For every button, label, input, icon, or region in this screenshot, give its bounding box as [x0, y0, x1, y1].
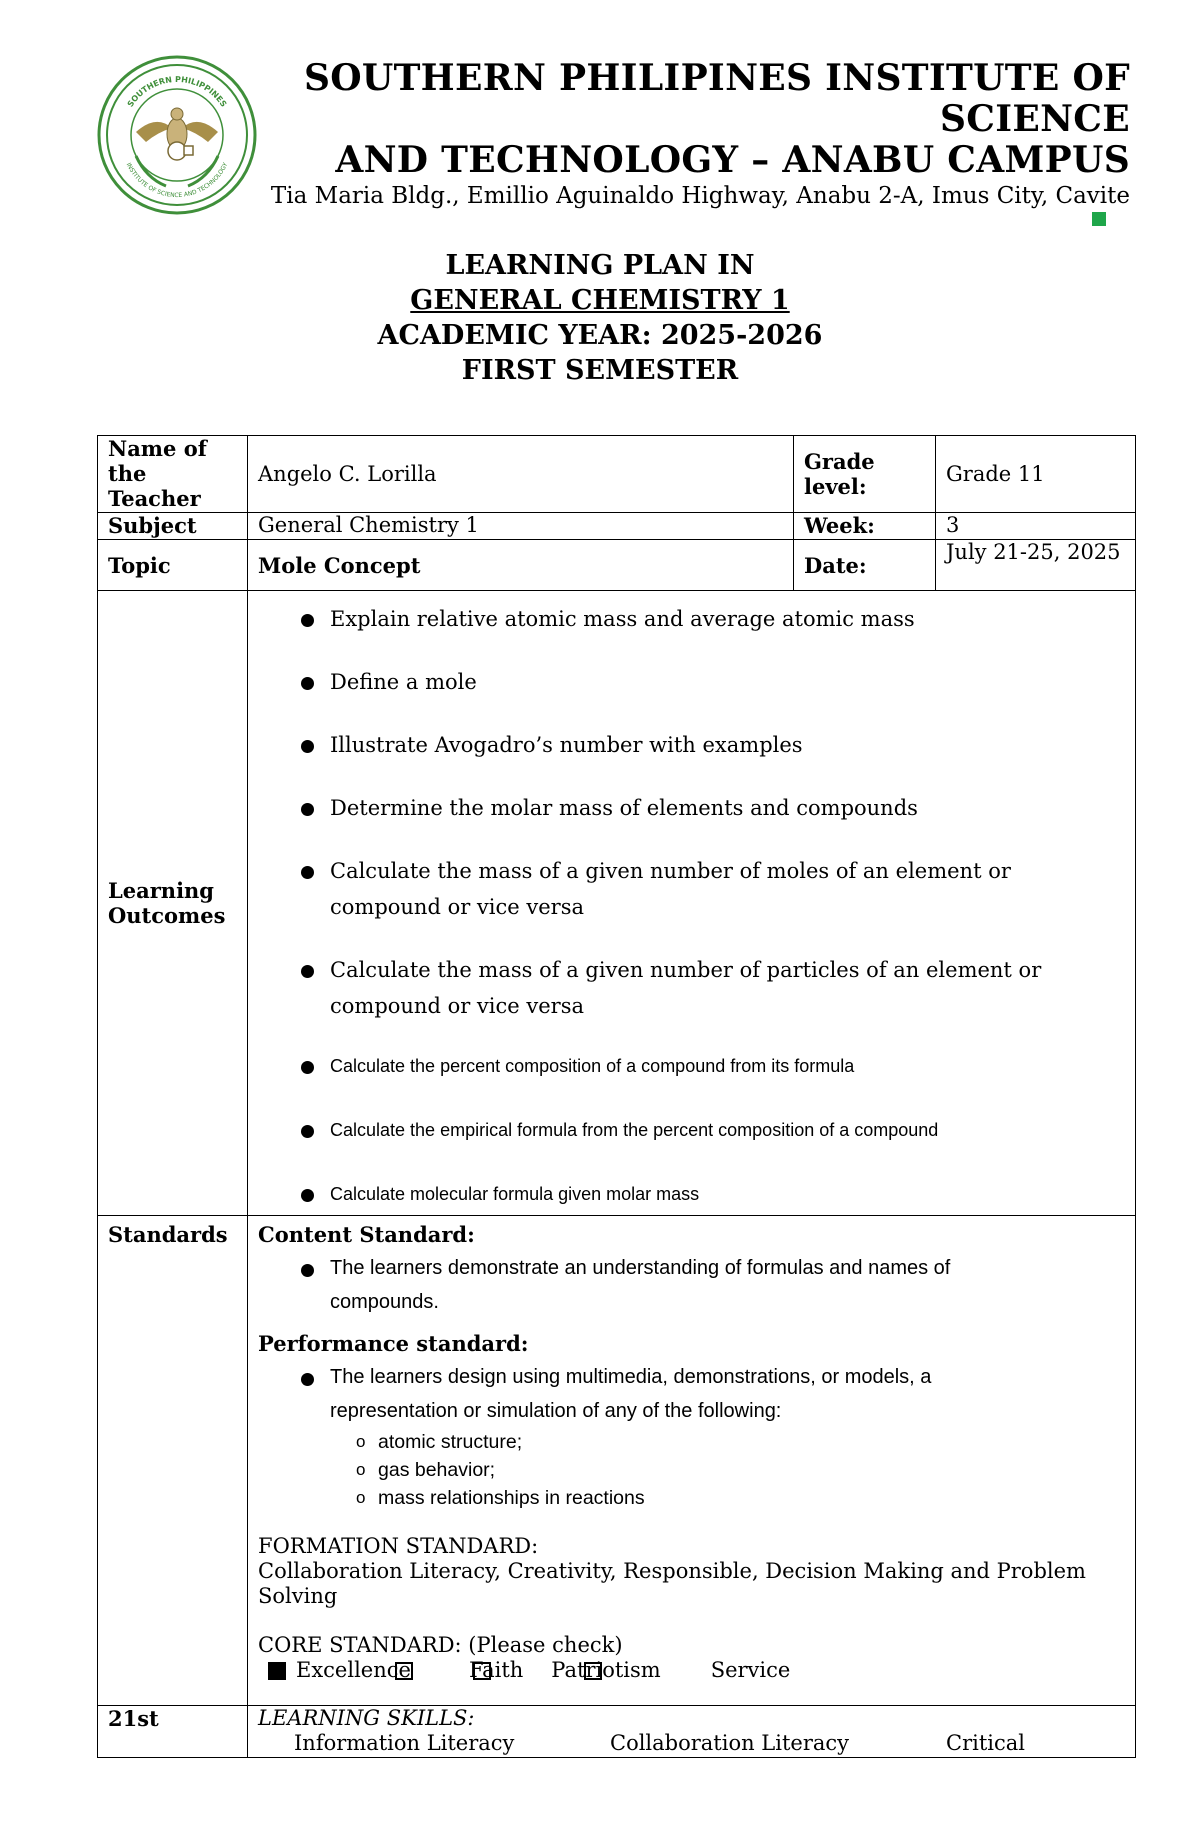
outcomes-list: [258, 601, 1125, 1212]
institution-name-line2: SCIENCE: [939, 98, 1130, 140]
content-standard-list: [258, 1251, 1125, 1319]
list-item: Information Literacy: [294, 1731, 515, 1755]
institution-header: [270, 58, 1130, 211]
outcomes-cell: [248, 591, 1136, 1216]
list-item: Critical: [946, 1731, 1025, 1755]
academic-year: ACADEMIC YEAR: 2025-2026: [377, 320, 823, 351]
faith-label: Faith: [468, 1658, 524, 1682]
list-item: Calculate the empirical formula from the percent composition of a compound: [303, 1112, 1125, 1148]
performance-standard-list: [258, 1360, 1125, 1428]
standards-cell: [248, 1216, 1136, 1706]
topic-value: Mole Concept: [248, 540, 794, 591]
patriotism-checkbox[interactable]: [473, 1662, 491, 1680]
list-item: The learners design using multimedia, demonstrations, or models, a representation or simulation of any of the following:: [303, 1360, 1020, 1428]
institution-name-line1: SOUTHERN PHILIPINES INSTITUTE OF: [303, 57, 1130, 99]
excellence-label: Excellence: [296, 1658, 411, 1682]
skills-cell: [248, 1706, 1136, 1758]
date-value: July 21-25, 2025: [936, 540, 1136, 591]
skills-label-cell: [98, 1706, 248, 1758]
skills-label: 21st: [108, 1706, 159, 1731]
svg-text:SOUTHERN PHILIPPINES: SOUTHERN PHILIPPINES: [125, 74, 229, 109]
plan-title: [0, 248, 1200, 388]
list-item: o mass relationships in reactions: [356, 1484, 1125, 1512]
list-item: Calculate the percent composition of a compound from its formula: [303, 1048, 1125, 1084]
list-item: Calculate molecular formula given molar mass: [303, 1176, 1125, 1212]
list-item: Collaboration Literacy: [610, 1731, 850, 1755]
plan-subject-title: GENERAL CHEMISTRY 1: [410, 285, 790, 316]
date-label: Date:: [794, 540, 936, 591]
outcomes-label: Learning Outcomes: [98, 591, 248, 1216]
excellence-checkbox[interactable]: [268, 1662, 286, 1680]
list-item: o gas behavior;: [356, 1456, 1125, 1484]
school-seal-logo: [96, 54, 258, 216]
core-standard-heading: CORE STANDARD: (Please check): [258, 1633, 623, 1657]
green-marker: [1092, 212, 1106, 226]
service-checkbox[interactable]: [584, 1662, 602, 1680]
list-item: Calculate the mass of a given number of moles of an element or compound or vice versa: [303, 853, 1050, 925]
list-item: Explain relative atomic mass and average atomic mass: [303, 601, 1125, 637]
list-item: Calculate the mass of a given number of particles of an element or compound or vice versa: [303, 952, 1070, 1024]
list-item: Define a mole: [303, 664, 1125, 700]
service-label: Service: [710, 1658, 791, 1682]
list-item: o atomic structure;: [356, 1428, 1125, 1456]
standards-label: Standards: [98, 1216, 248, 1706]
performance-sub-list: [258, 1428, 1125, 1512]
semester: FIRST SEMESTER: [461, 355, 739, 386]
list-item: Illustrate Avogadro’s number with examples: [303, 727, 1125, 763]
institution-name-line3: AND TECHNOLOGY – ANABU CAMPUS: [335, 139, 1130, 181]
plan-title-line1: LEARNING PLAN IN: [445, 250, 755, 281]
list-item: Determine the molar mass of elements and compounds: [303, 790, 1125, 826]
content-standard-heading: Content Standard:: [258, 1222, 475, 1247]
svg-text:INSTITUTE OF SCIENCE AND TECHN: INSTITUTE OF SCIENCE AND TECHNOLOGY: [124, 161, 230, 200]
list-item: The learners demonstrate an understanding of formulas and names of compounds.: [303, 1251, 1010, 1319]
faith-checkbox[interactable]: [395, 1662, 413, 1680]
core-standard-options: [268, 1658, 1125, 1683]
week-value: 3: [936, 513, 1136, 540]
patriotism-label: Patriotism: [551, 1658, 661, 1682]
grade-label: Grade level:: [794, 436, 936, 513]
formation-standard-text: Collaboration Literacy, Creativity, Responsible, Decision Making and Problem Solving: [258, 1559, 1086, 1608]
teacher-value: Angelo C. Lorilla: [248, 436, 794, 513]
teacher-label: Name of the Teacher: [98, 436, 248, 513]
learning-skills-heading: LEARNING SKILLS:: [258, 1706, 475, 1730]
week-label: Week:: [794, 513, 936, 540]
subject-label: Subject: [98, 513, 248, 540]
formation-standard-heading: FORMATION STANDARD:: [258, 1534, 539, 1558]
institution-address: Tia Maria Bldg., Emillio Aguinaldo Highway, Anabu 2-A, Imus City, Cavite: [270, 183, 1130, 209]
topic-label: Topic: [98, 540, 248, 591]
learning-plan-table: [97, 435, 1136, 1758]
skills-list: [294, 1731, 1125, 1756]
subject-value: General Chemistry 1: [248, 513, 794, 540]
grade-value: Grade 11: [936, 436, 1136, 513]
performance-standard-heading: Performance standard:: [258, 1331, 529, 1356]
